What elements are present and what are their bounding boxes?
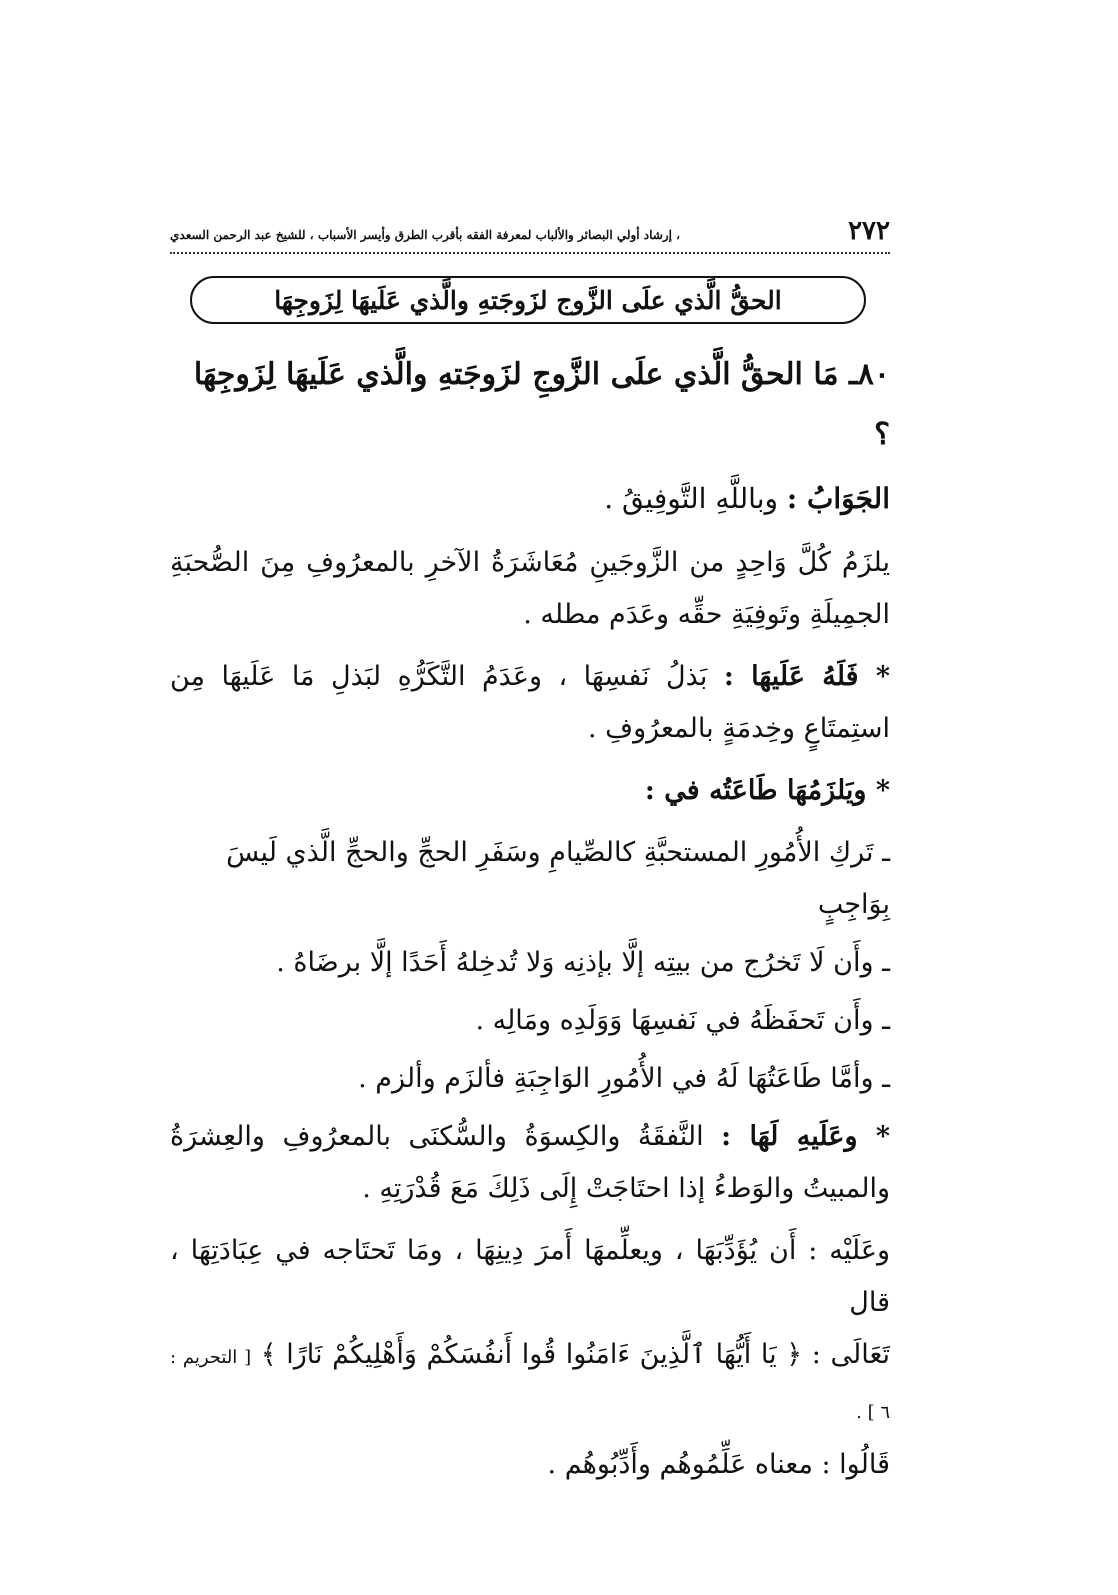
husband-duties-text: النَّفقَةُ والكِسوَةُ والسُّكنَى بالمعرُوفِ والعِشرَةُ والمبيتُ والوَطءُ إذا احتَاجَتْ إِلَى ذَلِكَ مَعَ قُدْرَتِهِ .	[170, 1121, 890, 1204]
paragraph-husband-duties	[170, 1111, 890, 1215]
header-divider	[170, 252, 890, 254]
wife-duties-lead: * فَلَهُ عَلَيهَا :	[723, 661, 890, 692]
list-item: ـ وأَن لَا تَخرُج من بيتِه إلَّا بإذنِه وَلا تُدخِلهُ أَحَدًا إلَّا برضَاهُ .	[276, 947, 890, 978]
answer-label: الجَوَابُ :	[786, 482, 890, 515]
paragraph-education-line2	[170, 1329, 890, 1439]
quran-verse: تَعَالَى : ﴿ يَا أَيُّهَا ٱلَّذِينَ ءَامَنُوا قُوا أَنفُسَكُمْ وَأَهْلِيكُمْ نَارًا ﴾	[260, 1339, 890, 1370]
running-header	[170, 210, 890, 246]
paragraph-mutual-duty: يلزَمُ كُلَّ وَاحِدٍ من الزَّوجَينِ مُعَاشَرَةُ الآخرِ بالمعرُوفِ مِنَ الصُّحبَةِ الجمِيلَةِ وتَوفِيَةِ حقِّه وعَدَم مطله .	[170, 547, 890, 630]
question-heading: ٨٠ـ مَا الحقُّ الَّذي علَى الزَّوجِ لزَوجَتهِ والَّذي عَلَيهَا لِزَوجِهَا ؟	[193, 357, 890, 452]
answer-line	[170, 473, 890, 525]
list-item: ـ تَركِ الأُمُورِ المستحبَّةِ كالصِّيامِ وسَفَرِ الحجِّ والحجِّ الَّذي لَيسَ بِوَاجِبٍ	[226, 837, 890, 920]
paragraph-wife-duties	[170, 651, 890, 755]
paragraph-scholars-saying: قَالُوا : معناه عَلِّمُوهُم وأَدِّبُوهُم .	[547, 1449, 890, 1480]
running-title: ، إرشاد أولي البصائر والألباب لمعرفة الفقه بأقرب الطرق وأيسر الأسباب ، للشيخ عبد الرحمن السعدي	[170, 228, 681, 242]
husband-duties-lead: * وعَلَيهِ لَهَا :	[721, 1121, 890, 1152]
list-item: ـ وأمَّا طَاعَتُهَا لَهُ في الأُمُورِ الوَاجِبَةِ فألزَم وألزم .	[358, 1063, 890, 1094]
page-number: ٢٧٢	[848, 216, 890, 246]
paragraph-education-line1: وعَلَيْه : أَن يُؤَدِّبَهَا ، ويعلِّمهَا أَمرَ دِينِهَا ، ومَا تَحتَاجه في عِبَادَتِهَا ، قال	[170, 1235, 890, 1318]
obedience-lead: * ويَلزَمُهَا طَاعَتُه في :	[644, 775, 890, 806]
section-title-box	[190, 276, 866, 324]
answer-text: وباللَّهِ التَّوفِيقُ .	[604, 482, 779, 515]
verse-reference: [ التحريم : ٦ ] .	[170, 1347, 890, 1423]
obedience-heading	[170, 765, 890, 817]
page-body	[170, 345, 890, 1501]
wife-duties-text: بَذلُ نَفسِهَا ، وعَدَمُ التَّكَرُّهِ لبَذلِ مَا عَلَيهَا مِن استِمتَاعٍ وخِدمَةٍ بالمعرُوفِ .	[170, 661, 890, 744]
list-item: ـ وأَن تَحفَظَهُ في نَفسِهَا وَوَلَدِه ومَالِه .	[475, 1005, 890, 1036]
section-title: الحقُّ الَّذي علَى الزَّوج لزَوجَتهِ والَّذي عَلَيهَا لِزَوجِهَا	[274, 285, 782, 315]
